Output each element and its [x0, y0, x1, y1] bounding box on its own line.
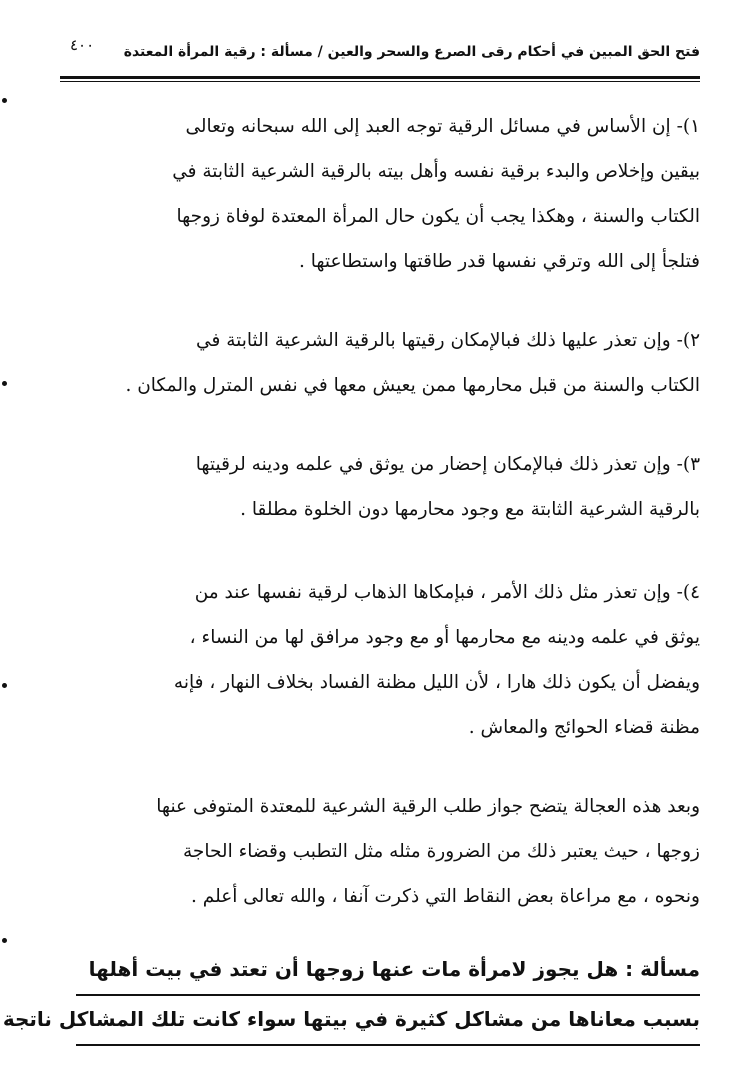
margin-dot: [2, 98, 7, 103]
paragraph-2: [76, 318, 700, 408]
paragraph-line: ٤)- وإن تعذر مثل ذلك الأمر ، فبإمكاها الذهاب لرقية نفسها عند من: [194, 582, 700, 603]
paragraph-line: ٢)- وإن تعذر عليها ذلك فبالإمكان رقيتها بالرقية الشرعية الثابتة في: [196, 330, 700, 351]
paragraph-line: وبعد هذه العجالة يتضح جواز طلب الرقية الشرعية للمعتدة المتوفى عنها: [156, 796, 700, 817]
paragraph-line: بالرقية الشرعية الثابتة مع وجود محارمها دون الخلوة مطلقا .: [240, 499, 700, 520]
margin-dot: [2, 683, 7, 688]
header-title: فتح الحق المبين في أحكام رقى الصرع والسحر والعين / مسألة : رقية المرأة المعتدة: [123, 44, 700, 60]
paragraph-line: الكتاب والسنة من قبل محارمها ممن يعيش معها في نفس المترل والمكان .: [125, 375, 700, 396]
header-rule-thin: [60, 81, 700, 82]
paragraph-line: يوثق في علمه ودينه مع محارمها أو مع وجود مرافق لها من النساء ،: [189, 627, 700, 648]
paragraph-5: [76, 784, 700, 919]
paragraph-line: فتلجأ إلى الله وترقي نفسها قدر طاقتها واستطاعتها .: [299, 251, 700, 272]
paragraph-line: ١)- إن الأساس في مسائل الرقية توجه العبد إلى الله سبحانه وتعالى: [185, 116, 700, 137]
paragraph-line: زوجها ، حيث يعتبر ذلك من الضرورة مثله مثل التطبب وقضاء الحاجة: [183, 841, 700, 862]
paragraph-line: الكتاب والسنة ، وهكذا يجب أن يكون حال المرأة المعتدة لوفاة زوجها: [176, 206, 700, 227]
masala-line: مسألة : هل يجوز لامرأة مات عنها زوجها أن تعتد في بيت أهلها: [76, 950, 700, 996]
masala-question: [2, 950, 700, 1050]
paragraph-line: مظنة قضاء الحوائج والمعاش .: [468, 717, 700, 738]
paragraph-line: بيقين وإخلاص والبدء برقية نفسه وأهل بيته بالرقية الشرعية الثابتة في: [172, 161, 700, 182]
paragraph-3: [76, 442, 700, 532]
paragraph-line: ويفضل أن يكون ذلك هارا ، لأن الليل مظنة الفساد بخلاف النهار ، فإنه: [173, 672, 700, 693]
margin-dot: [2, 938, 7, 943]
page-number: ٤٠٠: [70, 36, 95, 54]
masala-line: بسبب معاناها من مشاكل كثيرة في بيتها سواء كانت تلك المشاكل ناتجة: [76, 1000, 700, 1046]
paragraph-line: ونحوه ، مع مراعاة بعض النقاط التي ذكرت آنفا ، والله تعالى أعلم .: [191, 886, 700, 907]
paragraph-1: [76, 104, 700, 284]
paragraph-line: ٣)- وإن تعذر ذلك فبالإمكان إحضار من يوثق في علمه ودينه لرقيتها: [195, 454, 700, 475]
paragraph-4: [76, 570, 700, 750]
header-rule: [60, 76, 700, 79]
running-header: [60, 30, 700, 72]
margin-dot: [2, 381, 7, 386]
